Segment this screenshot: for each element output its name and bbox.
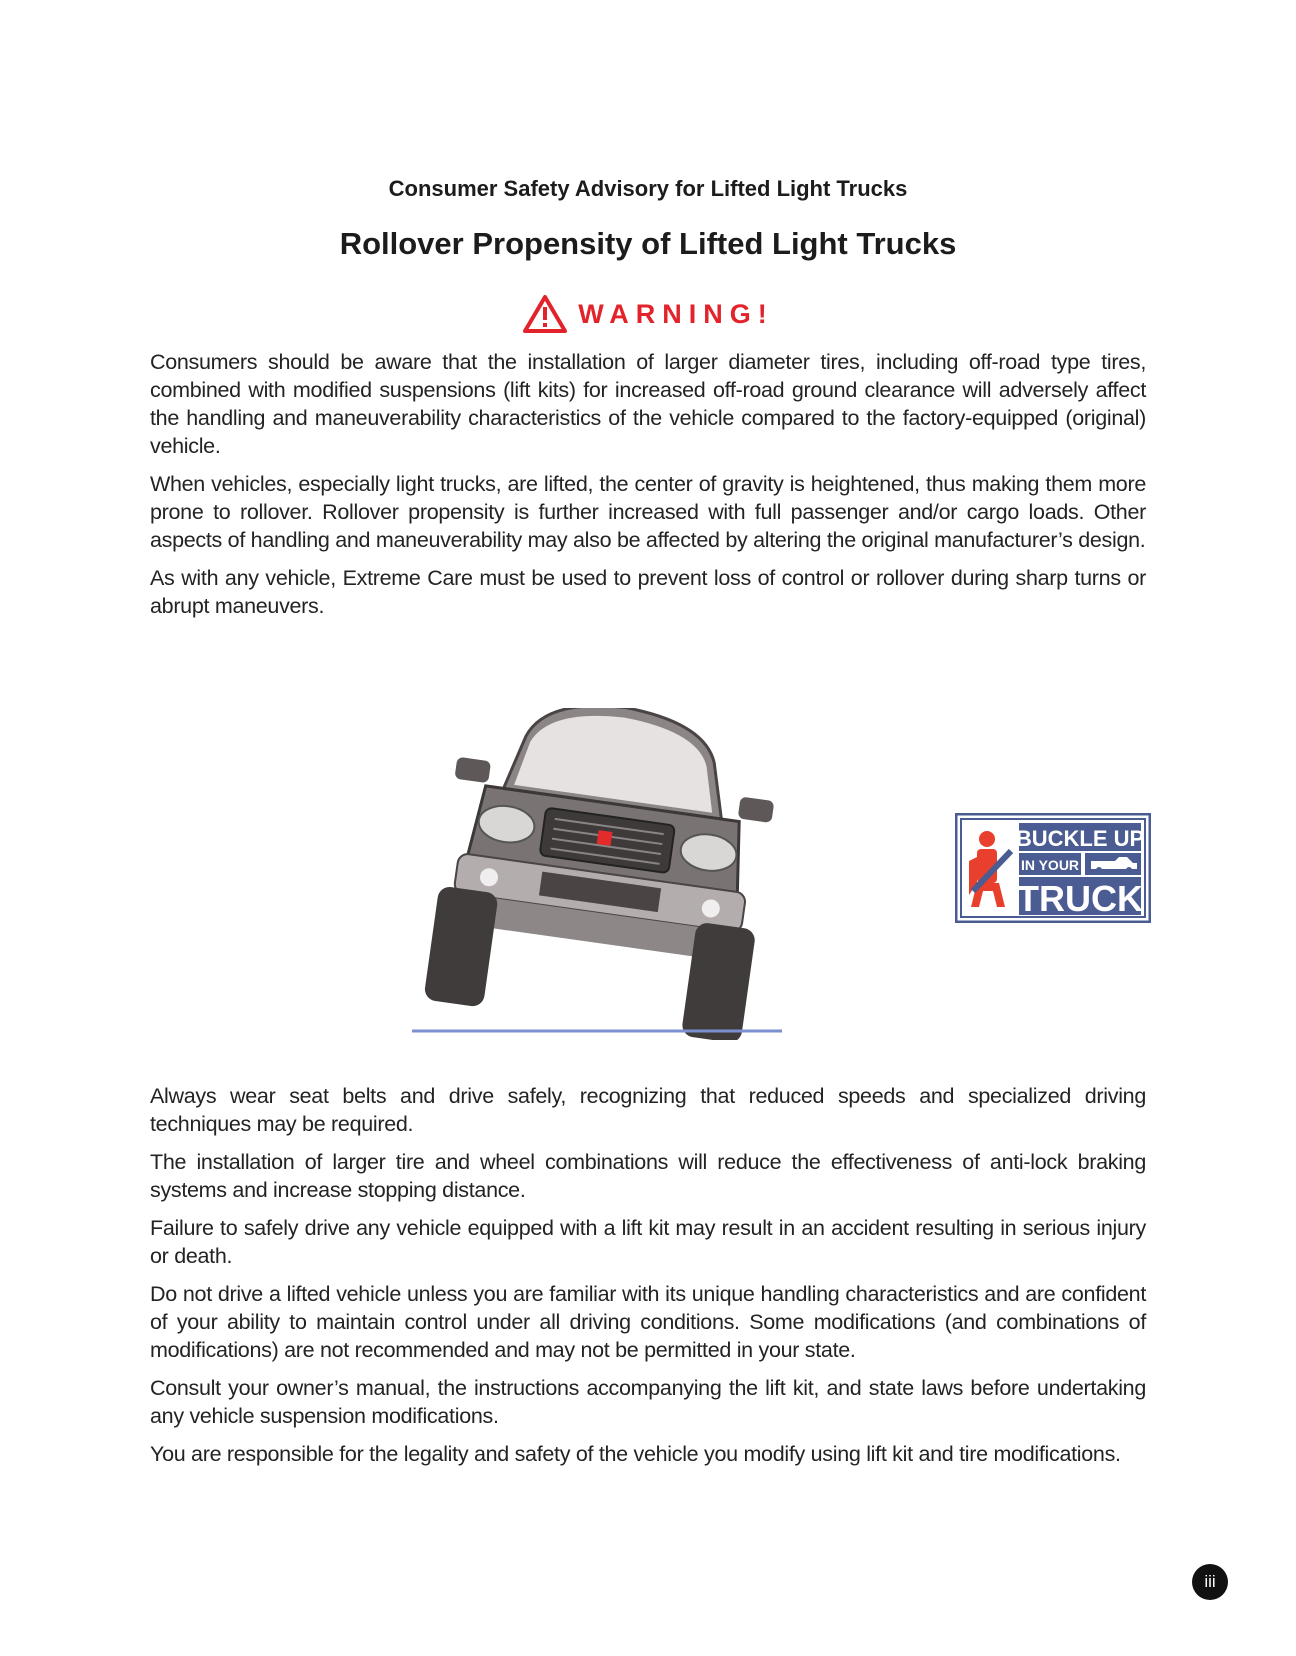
- paragraph: Do not drive a lifted vehicle unless you are familiar with its unique handling characteristics and are confident of your ability to maintain control under all driving conditions. Some modifications (and combinations of modifications) are not recommended and may not be permitted in your state.: [150, 1282, 1146, 1362]
- buckle-up-badge: [955, 813, 1151, 928]
- warning-label: WARNING!: [578, 298, 774, 329]
- badge-line2: IN YOUR: [1020, 857, 1080, 873]
- warning-triangle-icon: [522, 294, 568, 334]
- badge-line3: TRUCK: [1017, 878, 1143, 919]
- warning-heading: [150, 294, 1146, 334]
- advisory-top-text: [150, 348, 1146, 630]
- page-number: iii: [1192, 1564, 1228, 1600]
- paragraph: Failure to safely drive any vehicle equipped with a lift kit may result in an accident resulting in serious injury or death.: [150, 1216, 1146, 1268]
- paragraph: Consult your owner’s manual, the instructions accompanying the lift kit, and state laws before undertaking any vehicle suspension modifications.: [150, 1376, 1146, 1428]
- page-subtitle: Consumer Safety Advisory for Lifted Light Trucks: [388, 176, 908, 201]
- page-title: Rollover Propensity of Lifted Light Trucks: [339, 226, 957, 261]
- pickup-truck-icon: [1085, 853, 1141, 875]
- badge-line1: BUCKLE UP: [1015, 826, 1145, 851]
- seatbelt-person-icon: [965, 823, 1021, 913]
- paragraph: You are responsible for the legality and safety of the vehicle you modify using lift kit and tire modifications.: [150, 1442, 1121, 1466]
- paragraph: When vehicles, especially light trucks, are lifted, the center of gravity is heightened, thus making them more prone to rollover. Rollover propensity is further increased with full passenger and/or cargo loads. Other aspects of handling and maneuverability may also be affected by altering the original manufacturer’s design.: [150, 472, 1146, 552]
- paragraph: As with any vehicle, Extreme Care must be used to prevent loss of control or rollover during sharp turns or abrupt maneuvers.: [150, 566, 1146, 618]
- paragraph: Always wear seat belts and drive safely, recognizing that reduced speeds and specialized driving techniques may be required.: [150, 1084, 1146, 1136]
- tilted-truck-illustration: [412, 708, 812, 1040]
- paragraph: The installation of larger tire and wheel combinations will reduce the effectiveness of anti-lock braking systems and increase stopping distance.: [150, 1150, 1146, 1202]
- paragraph: Consumers should be aware that the installation of larger diameter tires, including off-road type tires, combined with modified suspensions (lift kits) for increased off-road ground clearance will adversely affect the handling and maneuverability characteristics of the vehicle compared to the factory-equipped (original) vehicle.: [150, 350, 1146, 458]
- advisory-bottom-text: [150, 1082, 1146, 1478]
